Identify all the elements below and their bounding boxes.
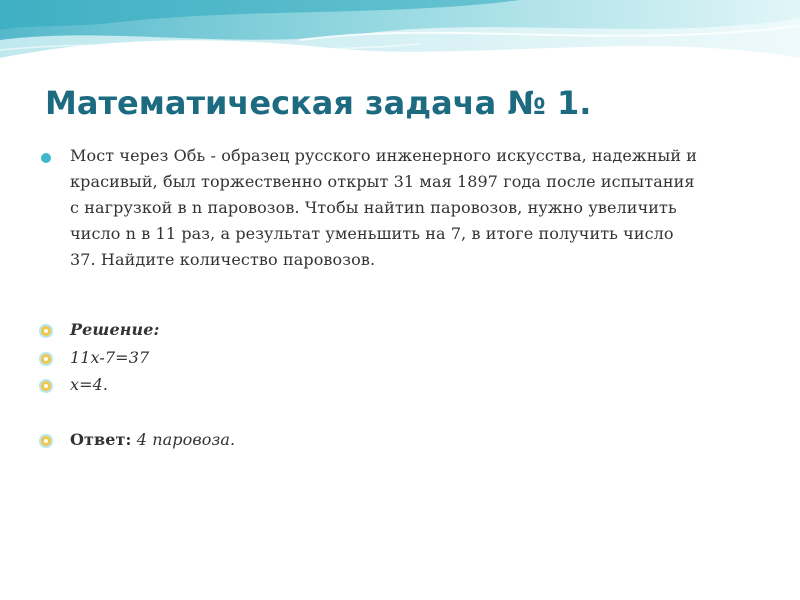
problem-text: Мост через Обь - образец русского инженерного искусства, надежный и красивый, был торжественно открыт 31 мая 1897 года после испытания с нагрузкой в n паровозов. Чтобы найтиn паровозов, нужно увеличить число n в 11 раз, а результат уменьшить на 7, в итоге получить число 37. Найдите количество паровозов. [70,146,698,269]
result-text: x=4. [70,375,109,394]
solution-label: Решение: [70,320,160,339]
dot-bullet-icon [41,153,51,163]
answer-value: 4 паровоза. [136,430,236,449]
result-item [40,372,700,399]
sun-bullet-icon [41,436,51,446]
equation-text: 11x-7=37 [70,348,150,367]
equation-item [40,345,700,372]
solution-item [40,317,700,345]
header-wave-decoration [0,0,800,75]
sun-bullet-icon [41,326,51,336]
content-list [40,143,700,455]
problem-item [40,143,700,273]
sun-bullet-icon [41,381,51,391]
slide-title: Математическая задача № 1. [45,84,592,122]
answer-label: Ответ: [70,430,132,449]
sun-bullet-icon [41,354,51,364]
answer-item [40,427,700,455]
